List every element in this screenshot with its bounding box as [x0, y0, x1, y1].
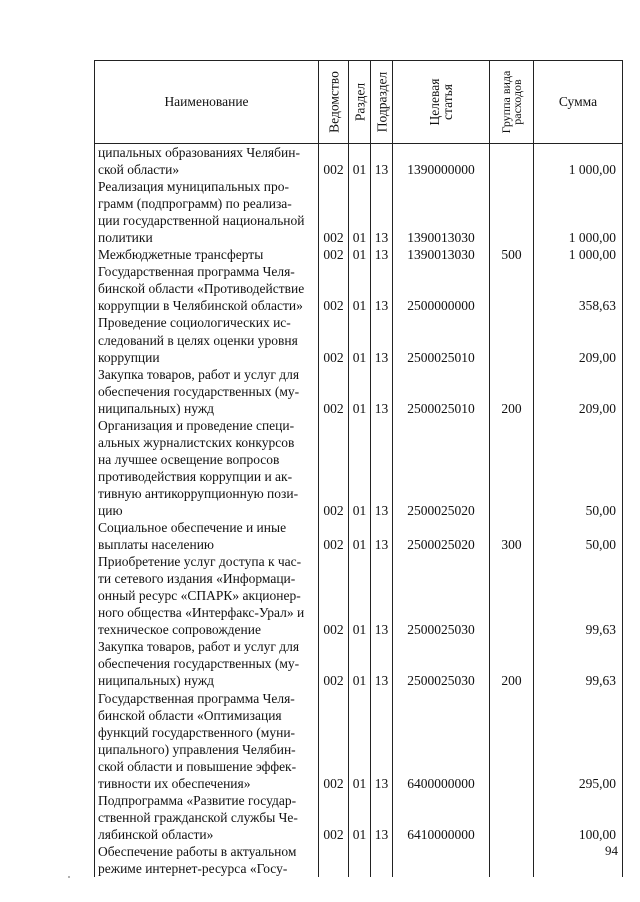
row-name [95, 366, 319, 417]
cell-group: 300 [490, 519, 534, 553]
table-row [95, 553, 623, 638]
cell-target: 6400000000 [393, 690, 490, 792]
cell-target: 2500025030 [393, 638, 490, 689]
cell-vedomstvo: 002 [319, 178, 349, 246]
row-name-line: грамм (подпрограмм) по реализа- [98, 196, 292, 212]
table-row [95, 638, 623, 689]
table-row [95, 792, 623, 843]
cell-target: 2500025010 [393, 314, 490, 365]
table-row [95, 263, 623, 314]
cell-razdel: 01 [349, 638, 371, 689]
cell-razdel: 01 [349, 417, 371, 519]
cell-razdel: 01 [349, 314, 371, 365]
table-row [95, 178, 623, 246]
row-name-line: ти сетевого издания «Информаци- [98, 571, 296, 587]
cell-podrazdel: 13 [371, 314, 393, 365]
page-number: 94 [605, 843, 618, 858]
row-name-line: на лучшее освещение вопросов [98, 451, 280, 467]
cell-sum: 358,63 [534, 263, 623, 314]
row-name [95, 690, 319, 792]
cell-sum: 1 000,00 [534, 144, 623, 179]
header-expense-group: Группа вида расходов [490, 61, 534, 144]
row-name-line: лябинской области» [98, 826, 214, 842]
cell-sum: 209,00 [534, 366, 623, 417]
cell-target: 2500025010 [393, 366, 490, 417]
cell-vedomstvo: 002 [319, 144, 349, 179]
cell-vedomstvo [319, 843, 349, 877]
row-name-line: Закупка товаров, работ и услуг для [98, 639, 300, 655]
cell-razdel: 01 [349, 553, 371, 638]
row-name-line: режиме интернет-ресурса «Госу- [98, 860, 288, 876]
row-name-line: альных журналистских конкурсов [98, 434, 295, 450]
row-name-line: бинской области «Оптимизация [98, 707, 282, 723]
row-name-line: ципального) управления Челябин- [98, 741, 296, 757]
row-name [95, 246, 319, 263]
row-name-line: ципальных образованиях Челябин- [98, 145, 300, 160]
header-name: Наименование [95, 61, 319, 144]
cell-sum: 295,00 [534, 690, 623, 792]
cell-vedomstvo: 002 [319, 417, 349, 519]
cell-group [490, 178, 534, 246]
cell-sum: 1 000,00 [534, 178, 623, 246]
header-vedomstvo: Ведомство [319, 61, 349, 144]
row-name-line: следований в целях оценки уровня [98, 332, 298, 348]
header-podrazdel: Подраздел [371, 61, 393, 144]
cell-vedomstvo: 002 [319, 553, 349, 638]
table-row [95, 843, 623, 877]
table-row [95, 246, 623, 263]
cell-podrazdel: 13 [371, 519, 393, 553]
row-name [95, 417, 319, 519]
row-name-line: ции государственной национальной [98, 213, 305, 229]
row-name [95, 263, 319, 314]
row-name-line: выплаты населению [98, 537, 215, 553]
row-name-line: Социальное обеспечение и иные [98, 520, 287, 536]
cell-podrazdel: 13 [371, 263, 393, 314]
cell-group [490, 690, 534, 792]
row-name [95, 553, 319, 638]
cell-razdel: 01 [349, 792, 371, 843]
row-name [95, 519, 319, 553]
cell-target: 2500025020 [393, 519, 490, 553]
cell-razdel: 01 [349, 690, 371, 792]
cell-sum: 1 000,00 [534, 246, 623, 263]
table-header-row [95, 61, 623, 144]
row-name-line: Реализация муниципальных про- [98, 179, 289, 195]
row-name [95, 843, 319, 877]
cell-podrazdel: 13 [371, 638, 393, 689]
row-name-line: тивности их обеспечения» [98, 775, 251, 791]
row-name-line: обеспечения государственных (му- [98, 656, 300, 672]
row-name-line: Приобретение услуг доступа к час- [98, 554, 302, 570]
budget-table [94, 60, 623, 877]
cell-sum: 99,63 [534, 553, 623, 638]
row-name-line: политики [98, 230, 153, 246]
cell-podrazdel: 13 [371, 144, 393, 179]
cell-vedomstvo: 002 [319, 792, 349, 843]
row-name-line: Закупка товаров, работ и услуг для [98, 366, 300, 382]
cell-podrazdel: 13 [371, 246, 393, 263]
table-body [95, 144, 623, 878]
row-name-line: Проведение социологических ис- [98, 315, 291, 331]
cell-target: 2500000000 [393, 263, 490, 314]
row-name-line: Государственная программа Челя- [98, 690, 295, 706]
cell-podrazdel: 13 [371, 553, 393, 638]
row-name [95, 792, 319, 843]
row-name-line: Обеспечение работы в актуальном [98, 843, 297, 859]
table-row [95, 417, 623, 519]
cell-group [490, 314, 534, 365]
cell-group: 200 [490, 366, 534, 417]
cell-vedomstvo: 002 [319, 263, 349, 314]
cell-target: 1390000000 [393, 144, 490, 179]
cell-vedomstvo: 002 [319, 366, 349, 417]
row-name [95, 144, 319, 179]
cell-sum: 209,00 [534, 314, 623, 365]
cell-group [490, 417, 534, 519]
header-target-article: Целевая статья [393, 61, 490, 144]
cell-razdel: 01 [349, 263, 371, 314]
row-name-line: тивную антикоррупционную пози- [98, 485, 299, 501]
cell-target: 6410000000 [393, 792, 490, 843]
row-name-line: коррупции [98, 349, 160, 365]
cell-vedomstvo: 002 [319, 246, 349, 263]
row-name-line: Государственная программа Челя- [98, 264, 295, 280]
cell-target: 1390013030 [393, 178, 490, 246]
table-row [95, 314, 623, 365]
row-name-line: Организация и проведение специ- [98, 417, 295, 433]
cell-target: 2500025030 [393, 553, 490, 638]
table-row [95, 366, 623, 417]
cell-razdel [349, 843, 371, 877]
table-row [95, 144, 623, 179]
cell-group [490, 792, 534, 843]
cell-podrazdel: 13 [371, 690, 393, 792]
cell-group [490, 263, 534, 314]
header-sum: Сумма [534, 61, 623, 144]
cell-podrazdel: 13 [371, 417, 393, 519]
cell-razdel: 01 [349, 246, 371, 263]
row-name-line: техническое сопровождение [98, 622, 261, 638]
row-name-line: функций государственного (муни- [98, 724, 296, 740]
cell-podrazdel: 13 [371, 792, 393, 843]
row-name-line: ниципальных) нужд [98, 673, 215, 689]
cell-razdel: 01 [349, 366, 371, 417]
row-name-line: ниципальных) нужд [98, 400, 215, 416]
row-name-line: обеспечения государственных (му- [98, 383, 300, 399]
cell-target: 2500025020 [393, 417, 490, 519]
row-name [95, 178, 319, 246]
row-name-line: Подпрограмма «Развитие государ- [98, 792, 297, 808]
table-row [95, 519, 623, 553]
row-name-line: ской области» [98, 162, 180, 178]
row-name-line: противодействия коррупции и ак- [98, 468, 293, 484]
cell-sum: 50,00 [534, 417, 623, 519]
row-name-line: ственной гражданской службы Че- [98, 809, 298, 825]
cell-target: 1390013030 [393, 246, 490, 263]
cell-sum: 50,00 [534, 519, 623, 553]
row-name-line: ской области и повышение эффек- [98, 758, 297, 774]
row-name-line: бинской области «Противодействие [98, 281, 305, 297]
row-name [95, 314, 319, 365]
cell-group [490, 144, 534, 179]
cell-group: 500 [490, 246, 534, 263]
cell-podrazdel: 13 [371, 366, 393, 417]
row-name-line: цию [98, 502, 123, 518]
cell-sum: 100,00 [534, 792, 623, 843]
cell-vedomstvo: 002 [319, 638, 349, 689]
row-name-line: онный ресурс «СПАРК» акционер- [98, 588, 301, 604]
cell-vedomstvo: 002 [319, 314, 349, 365]
scan-speck [68, 876, 70, 878]
cell-vedomstvo: 002 [319, 519, 349, 553]
cell-razdel: 01 [349, 178, 371, 246]
cell-group: 200 [490, 638, 534, 689]
row-name-line: Межбюджетные трансферты [98, 247, 264, 263]
row-name-line: коррупции в Челябинской области» [98, 298, 303, 314]
cell-sum: 99,63 [534, 638, 623, 689]
cell-podrazdel [371, 843, 393, 877]
cell-razdel: 01 [349, 144, 371, 179]
cell-razdel: 01 [349, 519, 371, 553]
cell-podrazdel: 13 [371, 178, 393, 246]
cell-vedomstvo: 002 [319, 690, 349, 792]
row-name-line: ного общества «Интерфакс-Урал» и [98, 605, 305, 621]
cell-group [490, 553, 534, 638]
cell-target [393, 843, 490, 877]
row-name [95, 638, 319, 689]
header-razdel: Раздел [349, 61, 371, 144]
table-row [95, 690, 623, 792]
cell-group [490, 843, 534, 877]
